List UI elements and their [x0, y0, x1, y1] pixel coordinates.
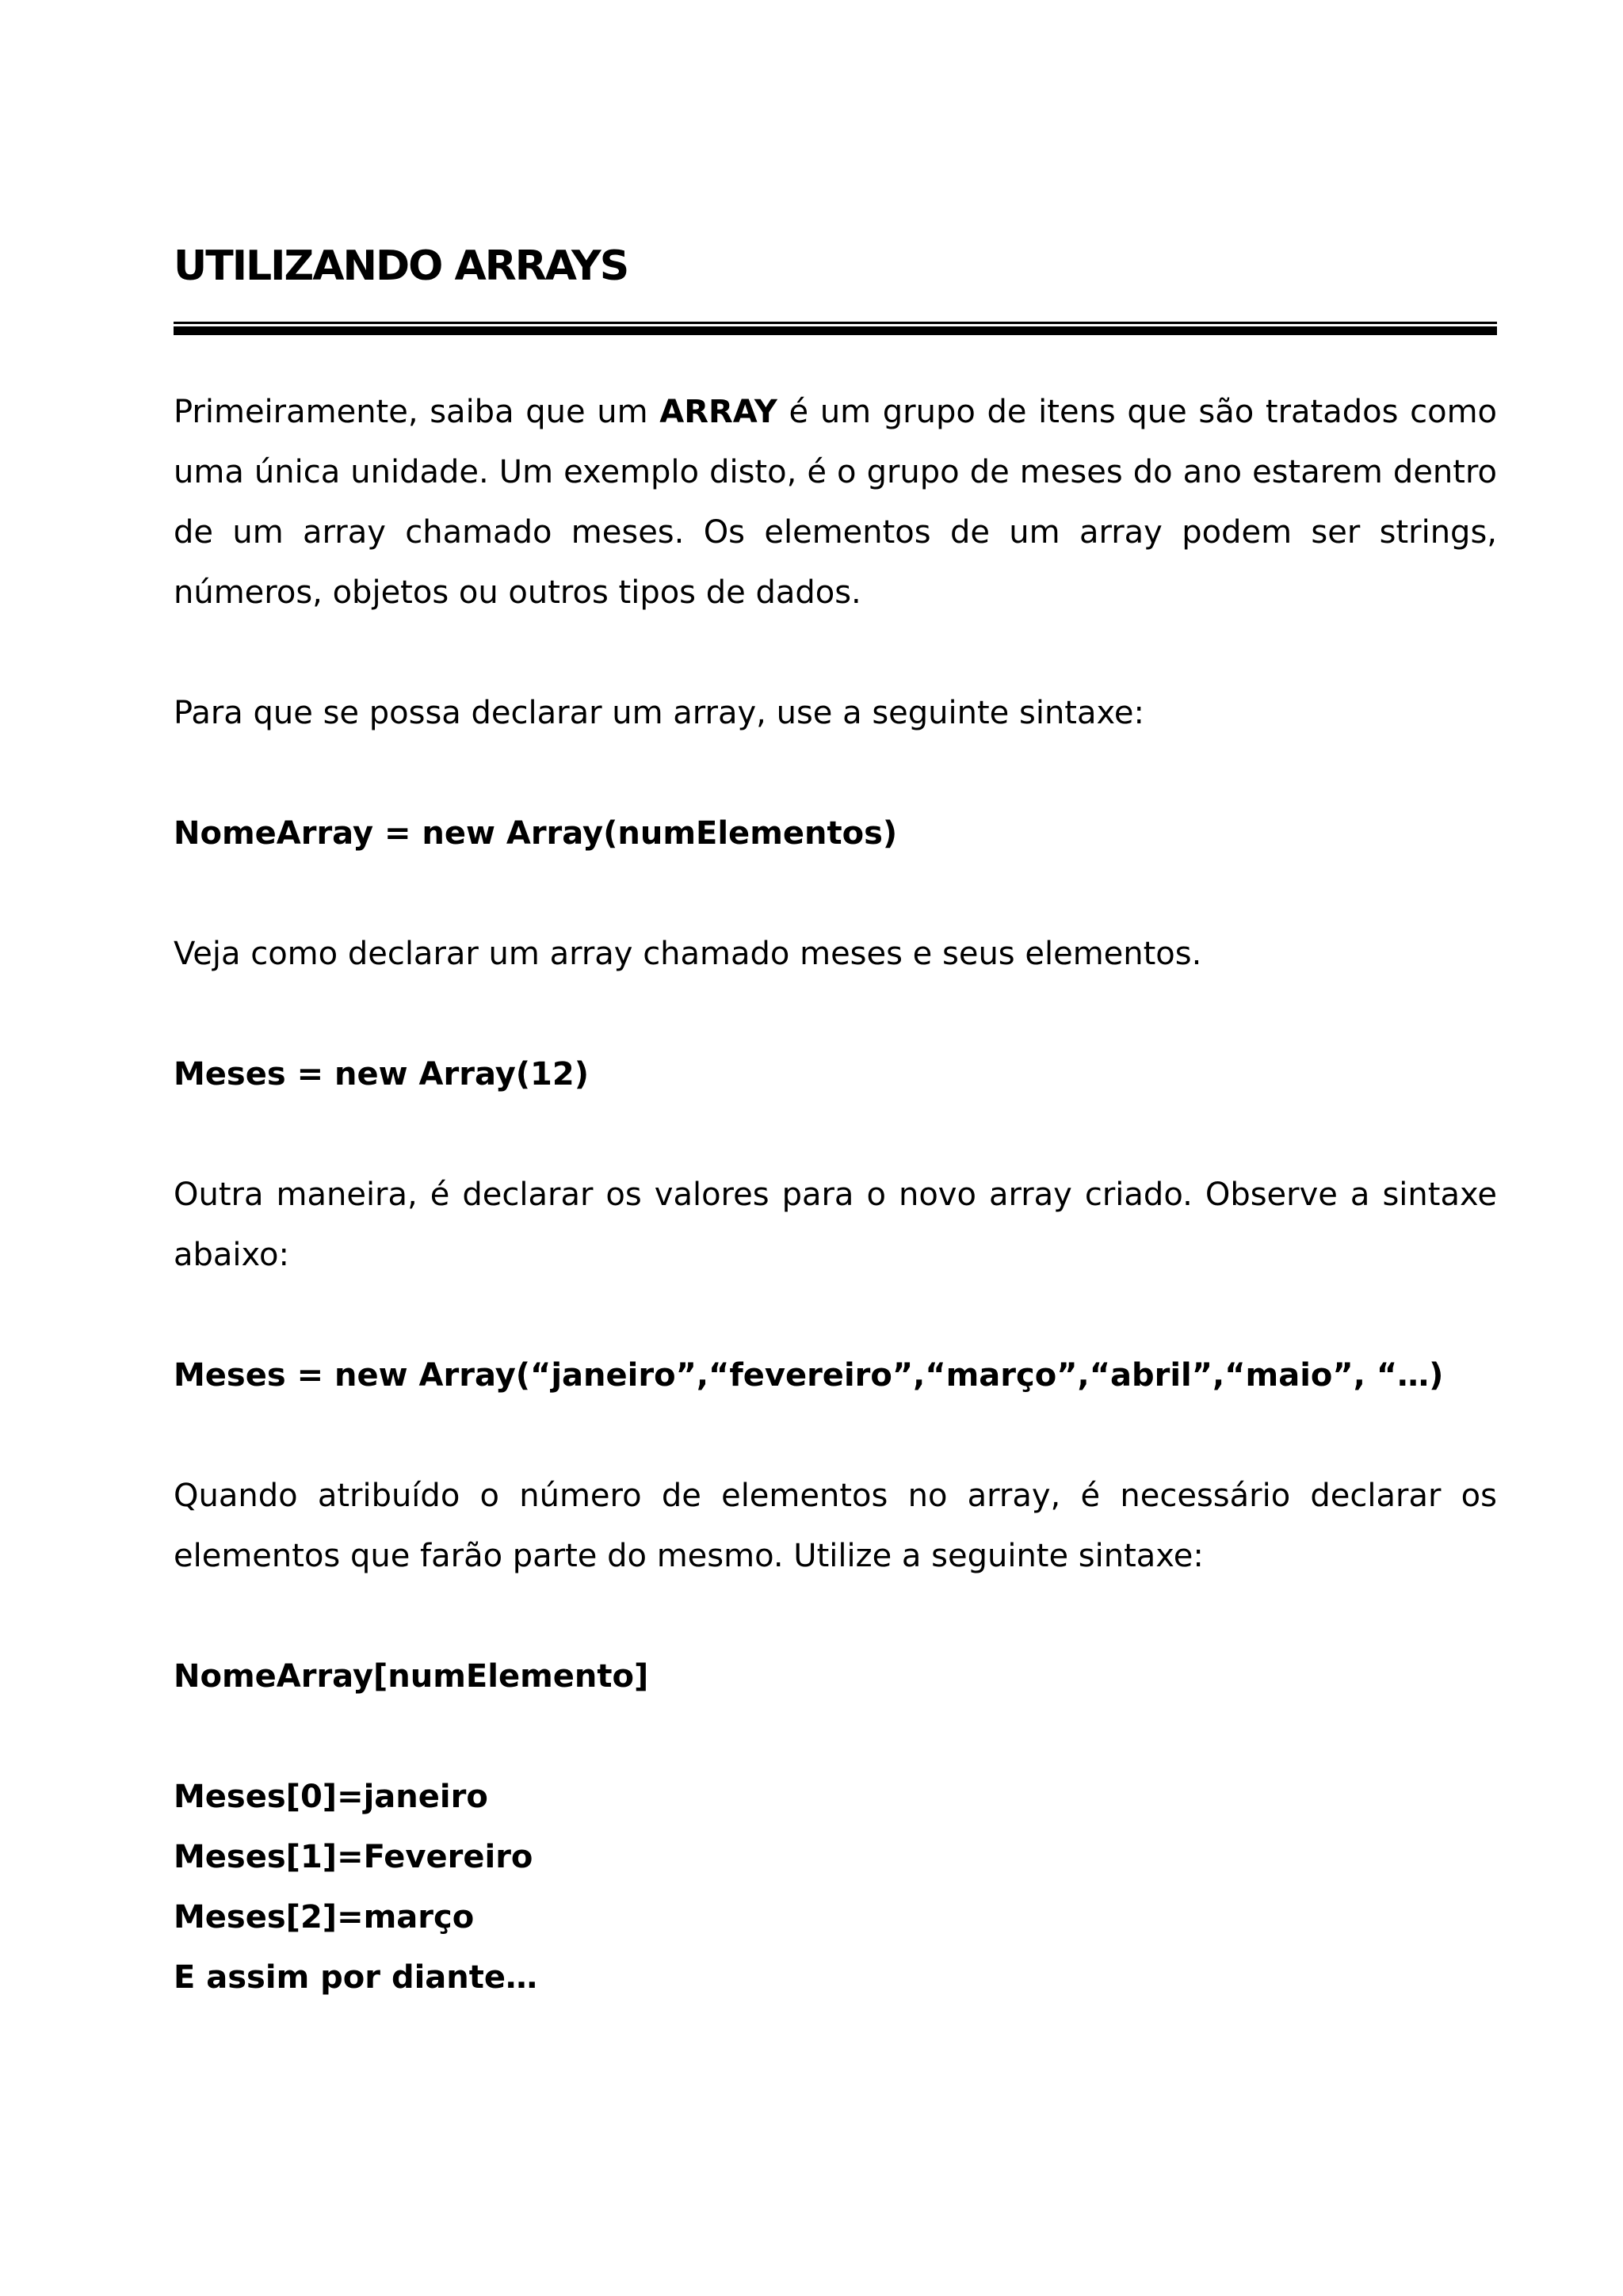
page-content	[174, 230, 1497, 2008]
assign-line: Meses[0]=janeiro	[174, 1779, 488, 1815]
intro-paragraph	[174, 382, 1497, 623]
intro-text-after: é um grupo de itens que são tratados como uma única unidade. Um exemplo disto, é o grupo de meses do ano estarem dentro de um array chamado meses. Os elementos de um array podem ser strings, números, objetos ou outros tipos de dados.	[174, 394, 1498, 611]
assign-lines	[174, 1767, 1497, 2008]
page-title: UTILIZANDO ARRAYS	[174, 242, 628, 290]
syntax-declare-code: NomeArray = new Array(numElementos)	[174, 815, 898, 852]
assign-intro-paragraph: Quando atribuído o número de elementos no array, é necessário declarar os elementos que farão parte do mesmo. Utilize a seguinte sintaxe:	[174, 1478, 1497, 1574]
example-intro-paragraph: Veja como declarar um array chamado meses e seus elementos.	[174, 936, 1202, 972]
syntax-element-code: NomeArray[numElemento]	[174, 1658, 649, 1695]
assign-line: E assim por diante…	[174, 1959, 538, 1996]
assign-line: Meses[1]=Fevereiro	[174, 1839, 533, 1875]
example-declare-code: Meses = new Array(12)	[174, 1056, 590, 1093]
declare-intro-paragraph: Para que se possa declarar um array, use a seguinte sintaxe:	[174, 695, 1145, 731]
intro-text-before: Primeiramente, saiba que um	[174, 394, 660, 430]
title-divider	[174, 322, 1497, 335]
intro-emphasis: ARRAY	[659, 394, 777, 430]
assign-line: Meses[2]=março	[174, 1899, 475, 1936]
alt-declare-code: Meses = new Array(“janeiro”,“fevereiro”,“março”,“abril”,“maio”, “…)	[174, 1357, 1444, 1394]
alt-intro-paragraph: Outra maneira, é declarar os valores para o novo array criado. Observe a sintaxe abaixo:	[174, 1177, 1497, 1273]
